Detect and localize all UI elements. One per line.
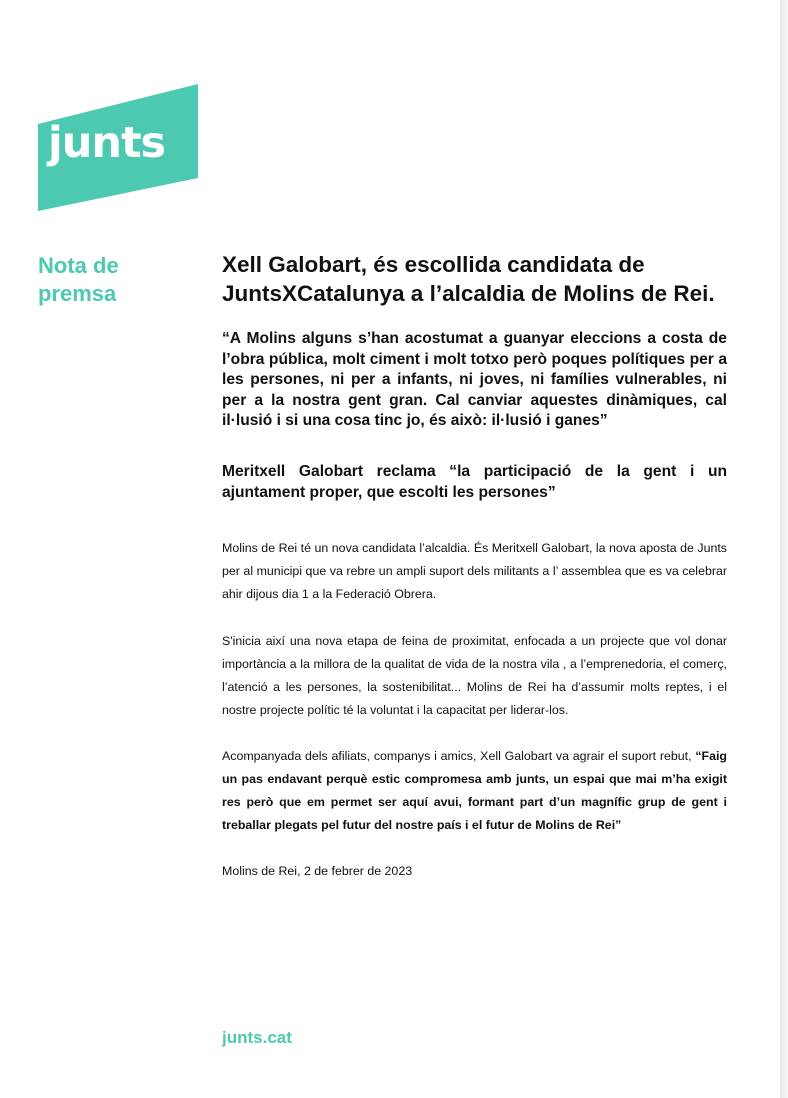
article-paragraph-2: S'inicia així una nova etapa de feina de proximitat, enfocada a un projecte que vol donar importància a la millora de la qualitat de vida de la nostra vila , a l’emprenedoria, el comerç, l’atenció a les persones, la sostenibilitat... Molins de Rei ha d’assumir molts reptes, i el nostre projecte polític té la voluntat i la capacitat per liderar-los. [222, 633, 727, 717]
junts-logo [38, 84, 198, 211]
press-release-label-line1: Nota de [38, 253, 119, 278]
article-title: Xell Galobart, és escollida candidata de JuntsXCatalunya a l’alcaldia de Molins de Rei. [222, 252, 715, 306]
press-release-label-line2: premsa [38, 281, 117, 306]
article-paragraph-1: Molins de Rei té un nova candidata l’alcaldia. És Meritxell Galobart, la nova aposta de Junts per al municipi que va rebre un ampli suport dels militants a l’ assemblea que es va celebrar ahir dijous dia 1 a la Federació Obrera. [222, 540, 727, 601]
logo-text: junts [48, 118, 166, 168]
page-edge-shadow [780, 0, 788, 1098]
footer-website-link[interactable]: junts.cat [222, 1028, 292, 1047]
dateline: Molins de Rei, 2 de febrer de 2023 [222, 863, 413, 878]
article-quote: “A Molins alguns s’han acostumat a guanyar eleccions a costa de l’obra pública, molt ciment i molt totxo però poques polítiques per a les persones, ni per a infants, ni joves, ni famílies vulnerables, ni per a la nostra gent gran. Cal canviar aquestes dinàmiques, cal il·lusió i si una cosa tinc jo, és això: il·lusió i ganes” [222, 330, 727, 429]
press-release-label [38, 252, 168, 308]
article-paragraph-3 [222, 745, 727, 837]
article-body [222, 250, 727, 883]
article-subhead: Meritxell Galobart reclama “la participació de la gent i un ajuntament proper, que escolti les persones” [222, 462, 727, 501]
paragraph-3-quote: “Faig un pas endavant perquè estic compromesa amb junts, un espai que mai m’ha exigit res però que em permet ser aquí avui, formant part d’un magnífic grup de gent i treballar plegats pel futur del nostre país i el futur de Molins de Rei” [222, 748, 727, 832]
paragraph-3-intro: Acompanyada dels afiliats, companys i amics, Xell Galobart va agrair el suport rebut, [222, 748, 696, 763]
